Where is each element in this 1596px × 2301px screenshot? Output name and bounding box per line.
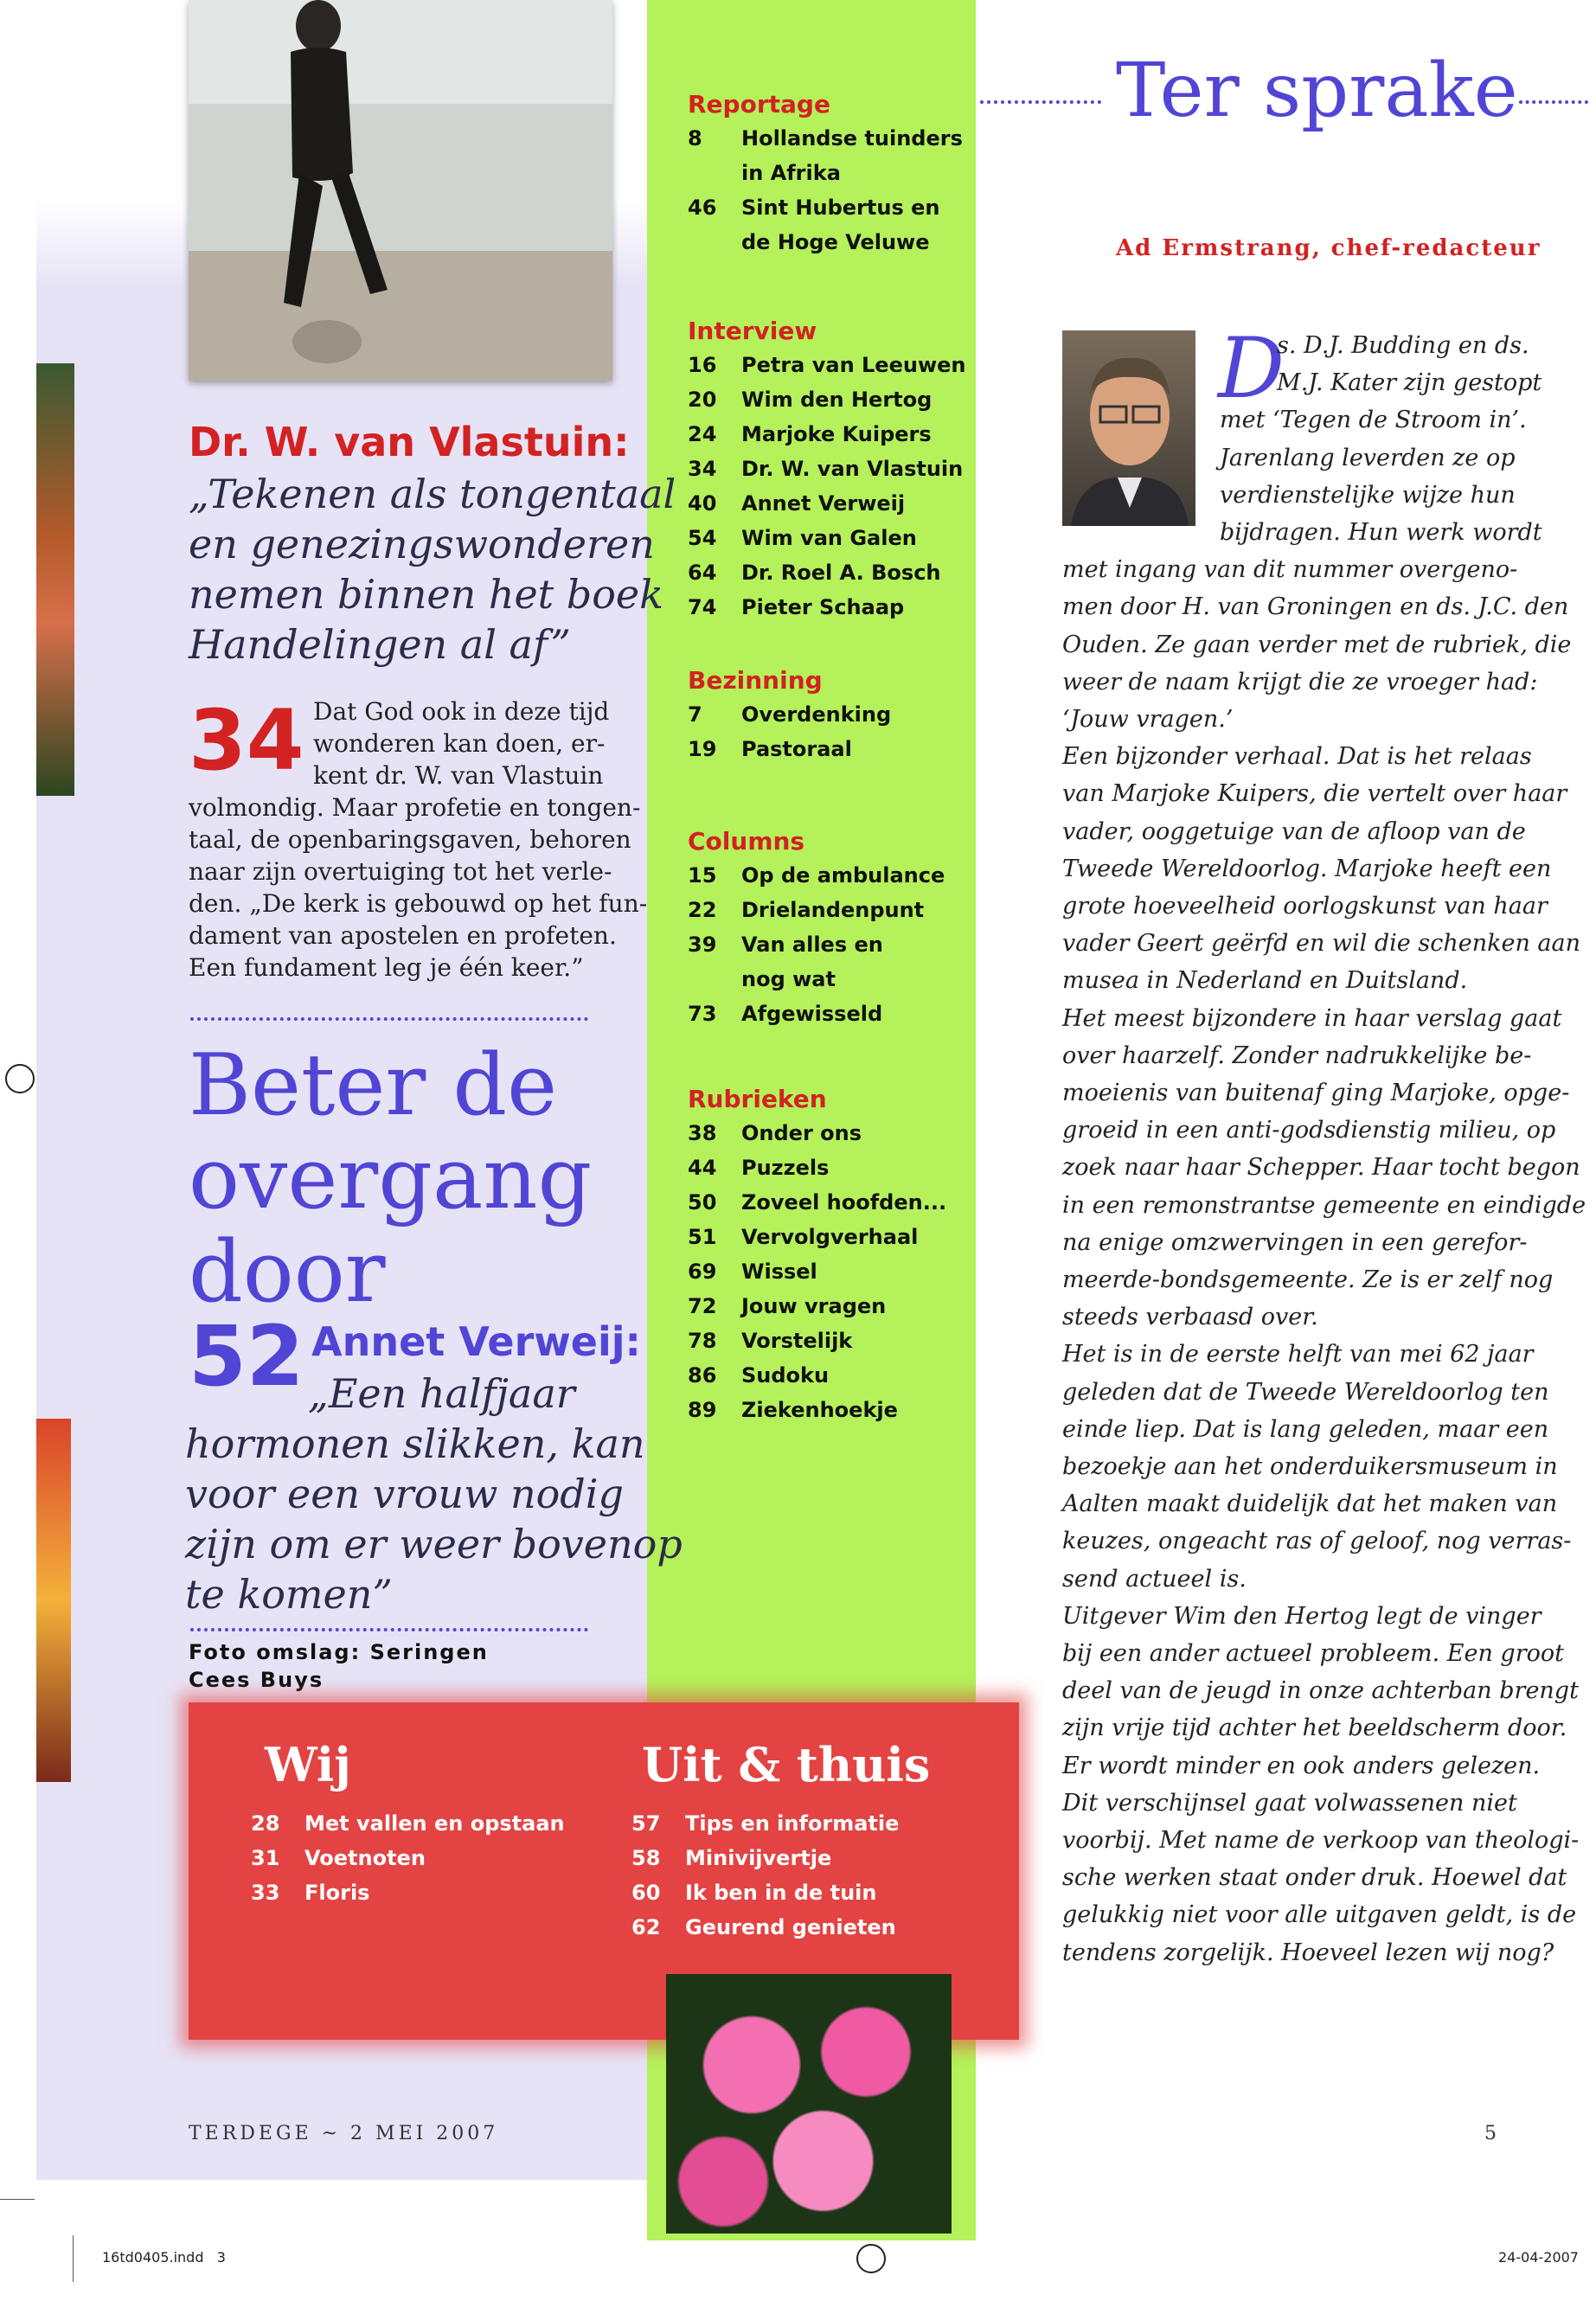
toc-item xyxy=(688,526,917,550)
beach-walk-photo xyxy=(189,0,612,381)
toc-item-title: Van alles en xyxy=(741,933,883,957)
toc-item-number: 34 xyxy=(688,457,717,481)
toc-item-number: 24 xyxy=(688,422,717,446)
toc-item-title: Vorstelijk xyxy=(741,1329,853,1353)
toc-item-title: Puzzels xyxy=(741,1156,830,1180)
toc-item-title: Wissel xyxy=(741,1259,817,1284)
toc-item xyxy=(688,353,965,377)
editorial-line: Ouden. Ze gaan verder met de rubriek, die xyxy=(1062,631,1572,658)
toc-item-number: 89 xyxy=(688,1398,717,1422)
toc-item-title: Hollandse tuinders xyxy=(741,126,963,151)
editorial-line: met ‘Tegen de Stroom in’. xyxy=(1220,407,1527,434)
editorial-line: zijn vrije tijd achter het beeldscherm door. xyxy=(1062,1715,1567,1742)
editor-portrait-illustration xyxy=(1062,330,1195,526)
uit-thuis-item-number: 57 xyxy=(631,1811,661,1836)
feature1-page-number: 34 xyxy=(189,692,304,789)
editorial-line: send actueel is. xyxy=(1062,1565,1247,1593)
editorial-line: keuzes, ongeacht ras of geloof, nog verras- xyxy=(1062,1528,1572,1555)
walking-man-illustration xyxy=(189,0,612,381)
toc-item-title: Drielandenpunt xyxy=(741,898,925,922)
toc-item-title: Op de ambulance xyxy=(741,863,945,888)
feature1-quote-line: „Tekenen als tongentaal xyxy=(189,471,676,517)
cover-credit-line2: Cees Buys xyxy=(189,1668,324,1692)
toc-item xyxy=(688,933,883,957)
crop-mark xyxy=(0,2199,35,2200)
toc-item xyxy=(688,1329,852,1353)
editorial-line: bij een ander actueel probleem. Een groot xyxy=(1062,1640,1564,1667)
toc-item-title: Sint Hubertus en xyxy=(741,195,940,220)
feature2-quote-line: zijn om er weer bovenop xyxy=(185,1521,683,1567)
registration-mark xyxy=(856,2244,886,2273)
masthead-dots-left xyxy=(980,100,1101,104)
toc-item-title: Ziekenhoekje xyxy=(741,1398,898,1422)
toc-item-number: 50 xyxy=(688,1190,717,1215)
wij-item xyxy=(251,1846,426,1870)
toc-item-title: nog wat xyxy=(741,967,836,991)
wij-item xyxy=(251,1811,565,1836)
wij-item xyxy=(251,1881,369,1905)
toc-item xyxy=(688,195,939,220)
feature1-text-line: Een fundament leg je één keer.” xyxy=(189,953,584,982)
editorial-line: sche werken staat onder druk. Hoewel dat xyxy=(1062,1864,1567,1892)
editorial-line: meerde-bondsgemeente. Ze is er zelf nog xyxy=(1062,1266,1554,1293)
editorial-line: Een bijzonder verhaal. Dat is het relaas xyxy=(1062,743,1532,771)
toc-item xyxy=(688,230,930,254)
toc-item-title: Dr. W. van Vlastuin xyxy=(741,457,964,481)
toc-item-title: Annet Verweij xyxy=(741,491,906,516)
cover-credit-line1: Foto omslag: Seringen xyxy=(189,1640,489,1664)
crop-mark xyxy=(73,2235,74,2282)
toc-item-title: Afgewisseld xyxy=(741,1002,883,1026)
toc-item xyxy=(688,491,905,516)
editor-byline: Ad Ermstrang, chef-redacteur xyxy=(1116,235,1542,261)
editorial-line: deel van de jeugd in onze achterban brengt xyxy=(1062,1677,1579,1705)
wij-item-title: Voetnoten xyxy=(304,1846,426,1870)
editorial-line: grote hoeveelheid oorlogskunst van haar xyxy=(1062,893,1548,920)
feature1-quote-line: Handelingen al af” xyxy=(189,621,571,668)
editorial-line: ‘Jouw vragen.’ xyxy=(1062,706,1234,733)
toc-item xyxy=(688,1363,829,1388)
editorial-line: moeienis van buitenaf ging Marjoke, opge- xyxy=(1062,1080,1570,1106)
toc-item-number: 54 xyxy=(688,526,717,550)
toc-item-number: 16 xyxy=(688,353,717,377)
toc-item-title: Zoveel hoofden... xyxy=(741,1190,947,1215)
toc-item-title: Onder ons xyxy=(741,1121,862,1145)
editorial-line: Aalten maakt duidelijk dat het maken van xyxy=(1062,1490,1558,1518)
uit-thuis-item-number: 58 xyxy=(631,1846,661,1870)
editorial-line: in een remonstrantse gemeente en eindigde xyxy=(1062,1191,1586,1219)
toc-item-number: 19 xyxy=(688,737,717,761)
feature2-name: Annet Verweij: xyxy=(311,1318,641,1365)
feature2-headline-line: door xyxy=(189,1223,386,1322)
editorial-line: einde liep. Dat is lang geleden, maar een xyxy=(1062,1415,1549,1443)
wij-item-number: 31 xyxy=(251,1846,280,1870)
editorial-line: Dit verschijnsel gaat volwassenen niet xyxy=(1062,1789,1517,1817)
toc-item xyxy=(688,1294,886,1318)
toc-item-number: 74 xyxy=(688,595,717,619)
feature1-text-line: kent dr. W. van Vlastuin xyxy=(313,761,604,790)
feature1-text-line: wonderen kan doen, er- xyxy=(313,729,606,758)
editorial-line: vader, ooggetuige van de afloop van de xyxy=(1062,817,1526,845)
slug-date: 24-04-2007 xyxy=(1498,2249,1579,2266)
toc-item-number: 78 xyxy=(688,1329,717,1353)
feature2-quote-line: voor een vrouw nodig xyxy=(185,1471,624,1517)
toc-item-title: Wim den Hertog xyxy=(741,388,933,412)
feature1-text-line: dament van apostelen en profeten. xyxy=(189,921,617,950)
wij-item-title: Floris xyxy=(304,1881,370,1905)
toc-item-title: Pieter Schaap xyxy=(741,595,905,619)
editorial-line: bijdragen. Hun werk wordt xyxy=(1220,519,1542,546)
uit-thuis-item xyxy=(631,1915,896,1939)
toc-item-title: Marjoke Kuipers xyxy=(741,422,932,446)
editorial-line: Het meest bijzondere in haar verslag gaat xyxy=(1062,1004,1562,1032)
toc-item xyxy=(688,126,963,151)
toc-item xyxy=(688,161,841,185)
uit-thuis-item-number: 60 xyxy=(631,1881,661,1905)
editorial-dropcap: D xyxy=(1218,320,1285,417)
editorial-line: van Marjoke Kuipers, die vertelt over haar xyxy=(1062,780,1567,808)
uit-thuis-item-title: Minivijvertje xyxy=(685,1846,832,1870)
toc-item-title: Vervolgverhaal xyxy=(741,1225,919,1249)
feature2-quote-line: „Een halfjaar xyxy=(308,1370,575,1417)
registration-mark xyxy=(5,1064,35,1093)
feature1-quote-line: en genezingswonderen xyxy=(189,521,655,567)
feature2-headline-line: Beter de xyxy=(189,1036,558,1135)
uit-thuis-item-title: Tips en informatie xyxy=(685,1811,900,1836)
editorial-line: Tweede Wereldoorlog. Marjoke heeft een xyxy=(1062,855,1552,882)
feature1-text-line: den. „De kerk is gebouwd op het fun- xyxy=(189,889,648,918)
toc-item xyxy=(688,702,891,727)
editorial-line: geleden dat de Tweede Wereldoorlog ten xyxy=(1062,1378,1549,1406)
editorial-line: bezoekje aan het onderduikersmuseum in xyxy=(1062,1453,1558,1480)
toc-item-number: 64 xyxy=(688,561,717,585)
toc-item xyxy=(688,1190,946,1215)
cover-photo-edge xyxy=(36,1419,71,1782)
toc-heading: Columns xyxy=(688,827,805,856)
toc-item xyxy=(688,388,932,412)
feature1-text-line: naar zijn overtuiging tot het verle- xyxy=(189,857,612,886)
toc-item xyxy=(688,457,963,481)
toc-item-number: 20 xyxy=(688,388,717,412)
editorial-line: steeds verbaasd over. xyxy=(1062,1304,1318,1331)
toc-heading: Reportage xyxy=(688,90,830,119)
toc-item xyxy=(688,422,932,446)
wij-item-title: Met vallen en opstaan xyxy=(304,1811,565,1836)
uit-thuis-item-title: Ik ben in de tuin xyxy=(685,1881,877,1905)
toc-item-title: Sudoku xyxy=(741,1363,830,1388)
toc-heading: Bezinning xyxy=(688,666,823,695)
toc-item-number: 72 xyxy=(688,1294,717,1318)
tulip-photo xyxy=(666,1974,952,2234)
uit-thuis-item xyxy=(631,1811,899,1836)
feature2-headline-line: overgang xyxy=(189,1130,593,1228)
toc-item xyxy=(688,595,904,619)
toc-item-title: Dr. Roel A. Bosch xyxy=(741,561,941,585)
footer-page-number: 5 xyxy=(1484,2123,1497,2144)
toc-heading: Rubrieken xyxy=(688,1085,827,1113)
toc-item-number: 73 xyxy=(688,1002,717,1026)
feature1-text-line: taal, de openbaringsgaven, behoren xyxy=(189,825,631,854)
feature1-text-line: volmondig. Maar profetie en tongen- xyxy=(189,793,641,822)
uit-thuis-item xyxy=(631,1881,877,1905)
feature1-quote-line: nemen binnen het boek xyxy=(189,571,664,618)
editorial-line: vader Geert geërfd en wil die schenken aan xyxy=(1062,930,1580,958)
uit-thuis-item xyxy=(631,1846,831,1870)
wij-item-number: 33 xyxy=(251,1881,280,1905)
uit-thuis-item-title: Geurend genieten xyxy=(685,1915,896,1939)
divider-dots-2 xyxy=(190,1628,588,1631)
toc-item xyxy=(688,1259,817,1284)
editorial-line: Er wordt minder en ook anders gelezen. xyxy=(1062,1752,1541,1779)
editor-portrait xyxy=(1062,330,1195,526)
toc-item-number: 39 xyxy=(688,933,717,957)
feature2-quote-line: te komen” xyxy=(185,1571,393,1618)
toc-item xyxy=(688,967,836,991)
toc-item xyxy=(688,737,852,761)
toc-item xyxy=(688,561,941,585)
editorial-line: Jarenlang leverden ze op xyxy=(1220,444,1516,471)
feature1-name: Dr. W. van Vlastuin: xyxy=(189,419,630,465)
uit-thuis-item-number: 62 xyxy=(631,1915,661,1939)
toc-item xyxy=(688,898,924,922)
toc-item-number: 40 xyxy=(688,491,717,516)
editorial-line: over haarzelf. Zonder nadrukkelijke be- xyxy=(1062,1042,1532,1069)
editorial-line: verdienstelijke wijze hun xyxy=(1220,481,1516,509)
toc-item-number: 15 xyxy=(688,863,717,888)
toc-item xyxy=(688,1121,862,1145)
masthead-title: Ter sprake xyxy=(1116,48,1518,134)
toc-heading: Interview xyxy=(688,317,817,345)
editorial-line: M.J. Kater zijn gestopt xyxy=(1277,369,1542,397)
editorial-line: zoek naar haar Schepper. Haar tocht begon xyxy=(1062,1154,1580,1182)
toc-item-title: de Hoge Veluwe xyxy=(741,230,930,254)
toc-item xyxy=(688,1156,829,1180)
toc-item-title: Petra van Leeuwen xyxy=(741,353,966,377)
wij-heading: Wij xyxy=(265,1737,351,1792)
editorial-line: groeid in een anti-godsdienstig milieu, op xyxy=(1062,1117,1556,1144)
toc-item xyxy=(688,1225,918,1249)
editorial-line: na enige omzwervingen in een gerefor- xyxy=(1062,1228,1528,1256)
editorial-line: met ingang van dit nummer overgeno- xyxy=(1062,556,1518,584)
toc-item-number: 69 xyxy=(688,1259,717,1284)
editorial-line: gelukkig niet voor alle uitgaven geldt, is de xyxy=(1062,1901,1577,1929)
editorial-line: voorbij. Met name de verkoop van theologi- xyxy=(1062,1827,1580,1854)
masthead-dots-right xyxy=(1519,100,1588,104)
editorial-line: Uitgever Wim den Hertog legt de vinger xyxy=(1062,1602,1542,1630)
market-photo-edge xyxy=(36,363,74,796)
feature2-quote-line: hormonen slikken, kan xyxy=(185,1420,645,1467)
slug-file: 16td0405.indd 3 xyxy=(102,2249,226,2266)
editorial-line: musea in Nederland en Duitsland. xyxy=(1062,967,1468,995)
toc-item-title: in Afrika xyxy=(741,161,841,185)
toc-item-number: 38 xyxy=(688,1121,717,1145)
wij-item-number: 28 xyxy=(251,1811,280,1836)
toc-item xyxy=(688,1398,898,1422)
footer-issue: TERDEGE ~ 2 MEI 2007 xyxy=(189,2123,499,2144)
editorial-line: weer de naam krijgt die ze vroeger had: xyxy=(1062,668,1538,695)
toc-item xyxy=(688,1002,882,1026)
editorial-line: Het is in de eerste helft van mei 62 jaar xyxy=(1062,1341,1534,1368)
toc-item-number: 8 xyxy=(688,126,702,151)
editorial-line: tendens zorgelijk. Hoeveel lezen wij nog? xyxy=(1062,1939,1554,1966)
toc-item-number: 86 xyxy=(688,1363,717,1388)
editorial-line: men door H. van Groningen en ds. J.C. den xyxy=(1062,593,1569,621)
toc-item-number: 44 xyxy=(688,1156,717,1180)
divider-dots-1 xyxy=(190,1017,588,1021)
toc-item-number: 7 xyxy=(688,702,702,727)
editorial-line: s. D.J. Budding en ds. xyxy=(1277,332,1529,359)
toc-item-title: Pastoraal xyxy=(741,737,852,761)
toc-item-title: Jouw vragen xyxy=(741,1294,887,1318)
feature2-page-number: 52 xyxy=(189,1308,304,1405)
toc-item-title: Overdenking xyxy=(741,702,892,727)
toc-item xyxy=(688,863,945,888)
feature1-text-line: Dat God ook in deze tijd xyxy=(313,697,610,726)
uit-thuis-heading: Uit & thuis xyxy=(642,1737,931,1792)
toc-item-title: Wim van Galen xyxy=(741,526,917,550)
toc-item-number: 22 xyxy=(688,898,717,922)
toc-item-number: 51 xyxy=(688,1225,717,1249)
toc-item-number: 46 xyxy=(688,195,717,220)
